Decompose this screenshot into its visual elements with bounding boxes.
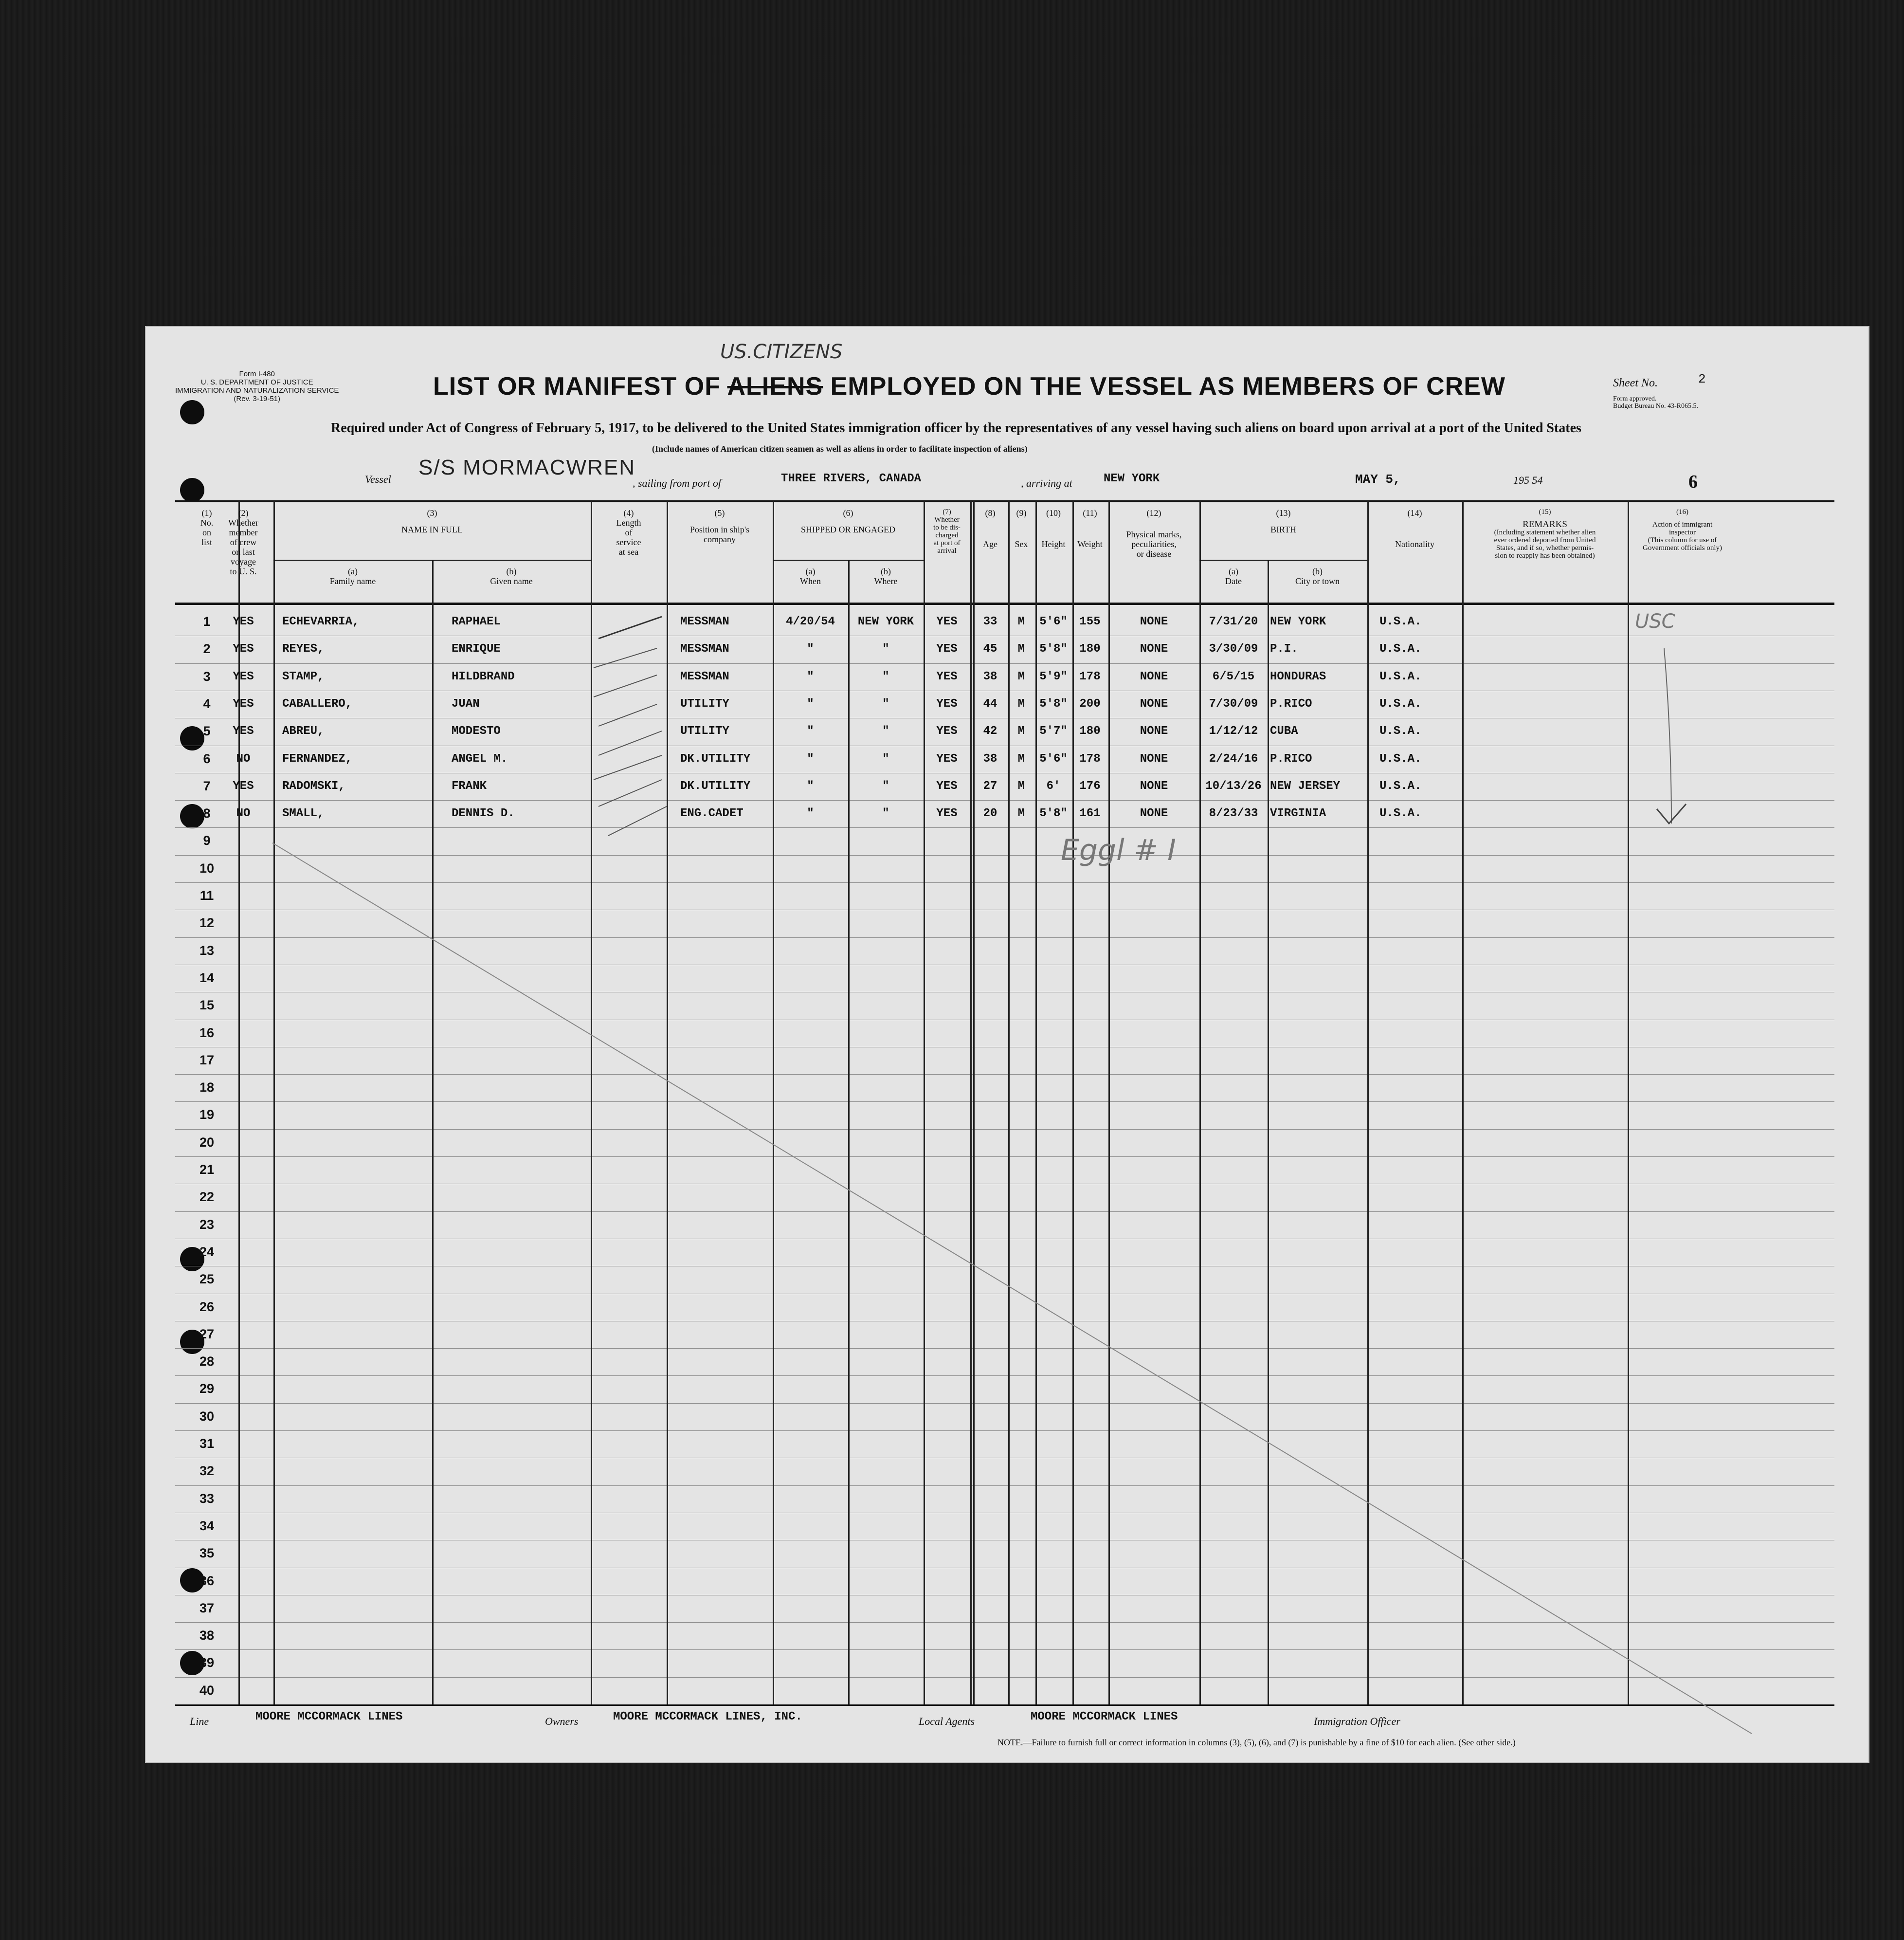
row-number: 6 xyxy=(203,751,211,766)
col-header-service: (4) Length of service at sea xyxy=(616,508,641,557)
col-header-sex: (9) Sex xyxy=(1015,508,1028,549)
cell-family: SMALL, xyxy=(282,807,325,821)
row-number: 33 xyxy=(199,1491,215,1506)
row-number: 9 xyxy=(203,833,211,848)
row-number: 16 xyxy=(199,1025,215,1040)
row-number: 19 xyxy=(199,1107,215,1122)
cell-position: DK.UTILITY xyxy=(680,779,751,793)
cell-family: STAMP, xyxy=(282,670,325,683)
cell-weight: 155 xyxy=(1079,615,1101,628)
cell-age: 20 xyxy=(983,807,997,821)
footer-line-value: MOORE MCCORMACK LINES xyxy=(255,1710,403,1723)
row-number: 4 xyxy=(203,696,211,711)
row-number: 13 xyxy=(199,943,215,958)
col-header-birth: (13) BIRTH xyxy=(1270,508,1296,534)
cell-given: MODESTO xyxy=(452,725,501,738)
cell-marks: NONE xyxy=(1140,752,1168,766)
cell-weight: 180 xyxy=(1079,725,1101,738)
cell-where: " xyxy=(882,697,889,711)
row-number: 15 xyxy=(199,998,215,1013)
row-number: 7 xyxy=(203,778,211,793)
cell-when: " xyxy=(807,697,814,711)
col-header-birth-date: (a) Date xyxy=(1225,567,1242,586)
cell-given: DENNIS D. xyxy=(452,807,515,821)
cell-birth-date: 10/13/26 xyxy=(1205,779,1262,793)
arrival-date: MAY 5, xyxy=(1355,472,1401,487)
cell-discharged: YES xyxy=(936,725,958,738)
subtitle: Required under Act of Congress of February 5, 1917, to be delivered to the United States immigration officer by the representatives of any vessel having such aliens on board upon arrival at a port of the United States xyxy=(331,421,1581,436)
row-number: 18 xyxy=(199,1080,215,1095)
service-tick-mark xyxy=(594,675,657,697)
vessel-name: S/S MORMACWREN xyxy=(418,456,635,479)
manifest-sheet xyxy=(146,327,1868,1762)
row-number: 11 xyxy=(199,888,214,903)
cell-when: " xyxy=(807,725,814,738)
row-number: 2 xyxy=(203,641,211,657)
cell-family: CABALLERO, xyxy=(282,697,353,711)
service-tick-mark xyxy=(598,617,662,639)
cell-birth-city: VIRGINIA xyxy=(1270,807,1326,821)
sheet-number-label: Sheet No. xyxy=(1613,377,1658,389)
footer-agents-value: MOORE MCCORMACK LINES xyxy=(1031,1710,1178,1723)
cell-discharged: YES xyxy=(936,615,958,628)
col-header-crew: (2) Whether member of crew on last voyage to U. S. xyxy=(228,508,258,576)
cell-given: RAPHAEL xyxy=(452,615,501,628)
cell-nationality: U.S.A. xyxy=(1379,779,1422,793)
col-header-when: (a) When xyxy=(800,567,821,586)
row-number: 40 xyxy=(199,1683,215,1698)
cell-position: UTILITY xyxy=(680,697,729,711)
cell-age: 42 xyxy=(983,725,997,738)
cell-sex: M xyxy=(1017,807,1025,821)
footer-officer-label: Immigration Officer xyxy=(1314,1715,1400,1727)
cell-given: HILDBRAND xyxy=(452,670,515,683)
page-title: LIST OR MANIFEST OF ALIENS EMPLOYED ON THE VESSEL AS MEMBERS OF CREW xyxy=(433,372,1505,401)
cell-age: 33 xyxy=(983,615,997,628)
cell-position: MESSMAN xyxy=(680,615,729,628)
cell-height: 5'6" xyxy=(1039,615,1068,628)
handwritten-scribble: Eggl # I xyxy=(1061,833,1176,867)
cell-where: NEW YORK xyxy=(857,615,914,628)
row-number: 30 xyxy=(199,1409,215,1424)
form-identifier: Form I-480 U. S. DEPARTMENT OF JUSTICE IMMIGRATION AND NATURALIZATION SERVICE (Rev. 3-19-51) xyxy=(175,370,339,403)
cell-age: 38 xyxy=(983,670,997,683)
row-number: 35 xyxy=(199,1546,215,1561)
cell-sex: M xyxy=(1017,725,1025,738)
cell-when: 4/20/54 xyxy=(786,615,835,628)
cell-nationality: U.S.A. xyxy=(1379,807,1422,821)
row-number: 37 xyxy=(199,1600,215,1615)
cell-age: 45 xyxy=(983,642,997,656)
cell-discharged: YES xyxy=(936,807,958,821)
row-number: 21 xyxy=(199,1162,215,1177)
cell-position: DK.UTILITY xyxy=(680,752,751,766)
footer-note: NOTE.—Failure to furnish full or correct information in columns (3), (5), (6), and (7) is punishable by a fine of $10 for each alien. (See other side.) xyxy=(997,1738,1516,1747)
cell-birth-city: NEW JERSEY xyxy=(1270,779,1341,793)
cell-birth-city: NEW YORK xyxy=(1270,615,1326,628)
cell-crew: YES xyxy=(233,697,254,711)
cell-marks: NONE xyxy=(1140,725,1168,738)
cell-sex: M xyxy=(1017,670,1025,683)
cell-birth-city: P.RICO xyxy=(1270,752,1312,766)
service-tick-mark xyxy=(608,806,667,836)
row-number: 34 xyxy=(199,1518,215,1533)
cell-discharged: YES xyxy=(936,779,958,793)
cell-age: 27 xyxy=(983,779,997,793)
cell-nationality: U.S.A. xyxy=(1379,725,1422,738)
cell-birth-date: 8/23/33 xyxy=(1209,807,1258,821)
cell-where: " xyxy=(882,807,889,821)
cell-discharged: YES xyxy=(936,752,958,766)
row-number: 27 xyxy=(199,1326,215,1341)
cell-where: " xyxy=(882,670,889,683)
cell-given: JUAN xyxy=(452,697,480,711)
cell-given: ENRIQUE xyxy=(452,642,501,656)
col-header-no: (1) No. on list xyxy=(200,508,214,547)
cell-when: " xyxy=(807,670,814,683)
cell-sex: M xyxy=(1017,779,1025,793)
cell-crew: YES xyxy=(233,642,254,656)
corner-number: 6 xyxy=(1688,472,1698,492)
sailing-from-label: , sailing from port of xyxy=(633,477,721,489)
row-number: 23 xyxy=(199,1217,215,1232)
cell-birth-date: 7/30/09 xyxy=(1209,697,1258,711)
cell-marks: NONE xyxy=(1140,670,1168,683)
col-header-age: (8) Age xyxy=(983,508,997,549)
cell-marks: NONE xyxy=(1140,807,1168,821)
cell-sex: M xyxy=(1017,697,1025,711)
cell-height: 6' xyxy=(1046,779,1061,793)
row-number: 39 xyxy=(199,1655,215,1670)
cell-height: 5'9" xyxy=(1039,670,1068,683)
cell-crew: YES xyxy=(233,615,254,628)
cell-crew: NO xyxy=(236,807,251,821)
footer-line-label: Line xyxy=(190,1715,209,1727)
col-header-nationality: (14) Nationality xyxy=(1395,508,1434,549)
col-header-position: (5) Position in ship's company xyxy=(689,508,750,544)
cell-birth-city: P.RICO xyxy=(1270,697,1312,711)
cell-where: " xyxy=(882,725,889,738)
cell-position: MESSMAN xyxy=(680,642,729,656)
cell-discharged: YES xyxy=(936,697,958,711)
cell-weight: 178 xyxy=(1079,752,1101,766)
cell-family: RADOMSKI, xyxy=(282,779,345,793)
cell-position: UTILITY xyxy=(680,725,729,738)
col-header-discharged: (7) Whether to be dis- charged at port of arrival xyxy=(933,508,961,555)
cell-family: ECHEVARRIA, xyxy=(282,615,360,628)
sailing-from-value: THREE RIVERS, CANADA xyxy=(781,472,922,485)
cell-birth-date: 6/5/15 xyxy=(1212,670,1255,683)
cell-family: FERNANDEZ, xyxy=(282,752,353,766)
row-number: 12 xyxy=(199,915,215,931)
cell-weight: 200 xyxy=(1079,697,1101,711)
cell-age: 44 xyxy=(983,697,997,711)
row-number: 14 xyxy=(199,970,215,985)
pencil-marks xyxy=(146,327,1868,1762)
cell-birth-city: HONDURAS xyxy=(1270,670,1326,683)
cell-where: " xyxy=(882,642,889,656)
cell-discharged: YES xyxy=(936,642,958,656)
cell-position: MESSMAN xyxy=(680,670,729,683)
cell-when: " xyxy=(807,807,814,821)
row-number: 24 xyxy=(199,1244,215,1259)
row-number: 5 xyxy=(203,724,211,739)
cell-marks: NONE xyxy=(1140,615,1168,628)
footer-owners-label: Owners xyxy=(545,1715,579,1727)
row-number: 22 xyxy=(199,1190,215,1205)
cell-birth-city: P.I. xyxy=(1270,642,1298,656)
col-header-birth-city: (b) City or town xyxy=(1295,567,1340,586)
cell-where: " xyxy=(882,752,889,766)
cell-birth-date: 1/12/12 xyxy=(1209,725,1258,738)
handwritten-usc: USC xyxy=(1635,610,1675,633)
arriving-label: , arriving at xyxy=(1021,477,1072,489)
col-header-remarks: (15) REMARKS (Including statement whether alien ever ordered deported from United States, and if so, whether permis- sion to reapply has been obtained) xyxy=(1494,508,1596,560)
cell-where: " xyxy=(882,779,889,793)
row-number: 1 xyxy=(203,614,211,629)
row-number: 26 xyxy=(199,1299,215,1314)
vessel-label: Vessel xyxy=(365,473,391,485)
sheet-number: 2 xyxy=(1698,372,1706,386)
arriving-value: NEW YORK xyxy=(1104,472,1160,485)
col-header-name: (3) NAME IN FULL xyxy=(401,508,463,534)
subtitle-note: (Include names of American citizen seamen as well as aliens in order to facilitate inspection of aliens) xyxy=(652,444,1028,454)
service-tick-mark xyxy=(598,704,657,726)
row-number: 3 xyxy=(203,669,211,684)
cell-nationality: U.S.A. xyxy=(1379,615,1422,628)
cell-sex: M xyxy=(1017,642,1025,656)
cell-when: " xyxy=(807,642,814,656)
cell-birth-date: 2/24/16 xyxy=(1209,752,1258,766)
cell-weight: 161 xyxy=(1079,807,1101,821)
cell-birth-date: 3/30/09 xyxy=(1209,642,1258,656)
footer-agents-label: Local Agents xyxy=(919,1715,975,1727)
cell-position: ENG.CADET xyxy=(680,807,743,821)
cell-marks: NONE xyxy=(1140,697,1168,711)
cell-height: 5'7" xyxy=(1039,725,1068,738)
cell-weight: 176 xyxy=(1079,779,1101,793)
cell-marks: NONE xyxy=(1140,779,1168,793)
cell-crew: NO xyxy=(236,752,251,766)
arrow-line xyxy=(1664,648,1671,824)
cell-nationality: U.S.A. xyxy=(1379,642,1422,656)
service-tick-mark xyxy=(598,780,662,806)
form-approved-note: Form approved. Budget Bureau No. 43-R065.5. xyxy=(1613,395,1698,410)
cell-given: FRANK xyxy=(452,779,487,793)
cell-when: " xyxy=(807,779,814,793)
cell-family: REYES, xyxy=(282,642,325,656)
handwritten-annotation: US.CITIZENS xyxy=(720,341,843,363)
col-header-marks: (12) Physical marks, peculiarities, or disease xyxy=(1126,508,1182,559)
row-number: 38 xyxy=(199,1628,215,1643)
arrival-year: 195 54 xyxy=(1513,474,1543,486)
cell-nationality: U.S.A. xyxy=(1379,670,1422,683)
cell-family: ABREU, xyxy=(282,725,325,738)
row-number: 20 xyxy=(199,1135,215,1150)
cell-nationality: U.S.A. xyxy=(1379,752,1422,766)
col-header-weight: (11) Weight xyxy=(1077,508,1103,549)
col-header-height: (10) Height xyxy=(1041,508,1066,549)
col-header-given-name: (b) Given name xyxy=(490,567,533,586)
col-header-action: (16) Action of immigrant inspector (This column for use of Government officials only) xyxy=(1642,508,1722,552)
row-number: 29 xyxy=(199,1381,215,1396)
cell-birth-city: CUBA xyxy=(1270,725,1298,738)
cell-crew: YES xyxy=(233,725,254,738)
col-header-family-name: (a) Family name xyxy=(329,567,376,586)
cell-height: 5'8" xyxy=(1039,697,1068,711)
service-tick-mark xyxy=(594,755,662,780)
cell-age: 38 xyxy=(983,752,997,766)
cell-height: 5'8" xyxy=(1039,807,1068,821)
cell-height: 5'6" xyxy=(1039,752,1068,766)
row-number: 25 xyxy=(199,1272,215,1287)
cell-crew: YES xyxy=(233,779,254,793)
diagonal-cancel-line xyxy=(272,843,1752,1734)
cell-discharged: YES xyxy=(936,670,958,683)
row-number: 17 xyxy=(199,1052,215,1067)
cell-sex: M xyxy=(1017,752,1025,766)
cell-marks: NONE xyxy=(1140,642,1168,656)
cell-height: 5'8" xyxy=(1039,642,1068,656)
cell-when: " xyxy=(807,752,814,766)
row-number: 8 xyxy=(203,806,211,821)
row-number: 36 xyxy=(199,1573,215,1588)
row-number: 10 xyxy=(199,860,215,876)
row-number: 31 xyxy=(199,1436,215,1451)
cell-nationality: U.S.A. xyxy=(1379,697,1422,711)
cell-given: ANGEL M. xyxy=(452,752,508,766)
cell-sex: M xyxy=(1017,615,1025,628)
footer-owners-value: MOORE MCCORMACK LINES, INC. xyxy=(613,1710,802,1723)
service-tick-mark xyxy=(598,731,662,755)
cell-weight: 178 xyxy=(1079,670,1101,683)
row-number: 32 xyxy=(199,1464,215,1479)
service-tick-mark xyxy=(594,648,657,668)
cell-crew: YES xyxy=(233,670,254,683)
col-header-where: (b) Where xyxy=(874,567,898,586)
col-header-shipped: (6) SHIPPED OR ENGAGED xyxy=(800,508,895,534)
cell-weight: 180 xyxy=(1079,642,1101,656)
row-number: 28 xyxy=(199,1354,215,1369)
cell-birth-date: 7/31/20 xyxy=(1209,615,1258,628)
